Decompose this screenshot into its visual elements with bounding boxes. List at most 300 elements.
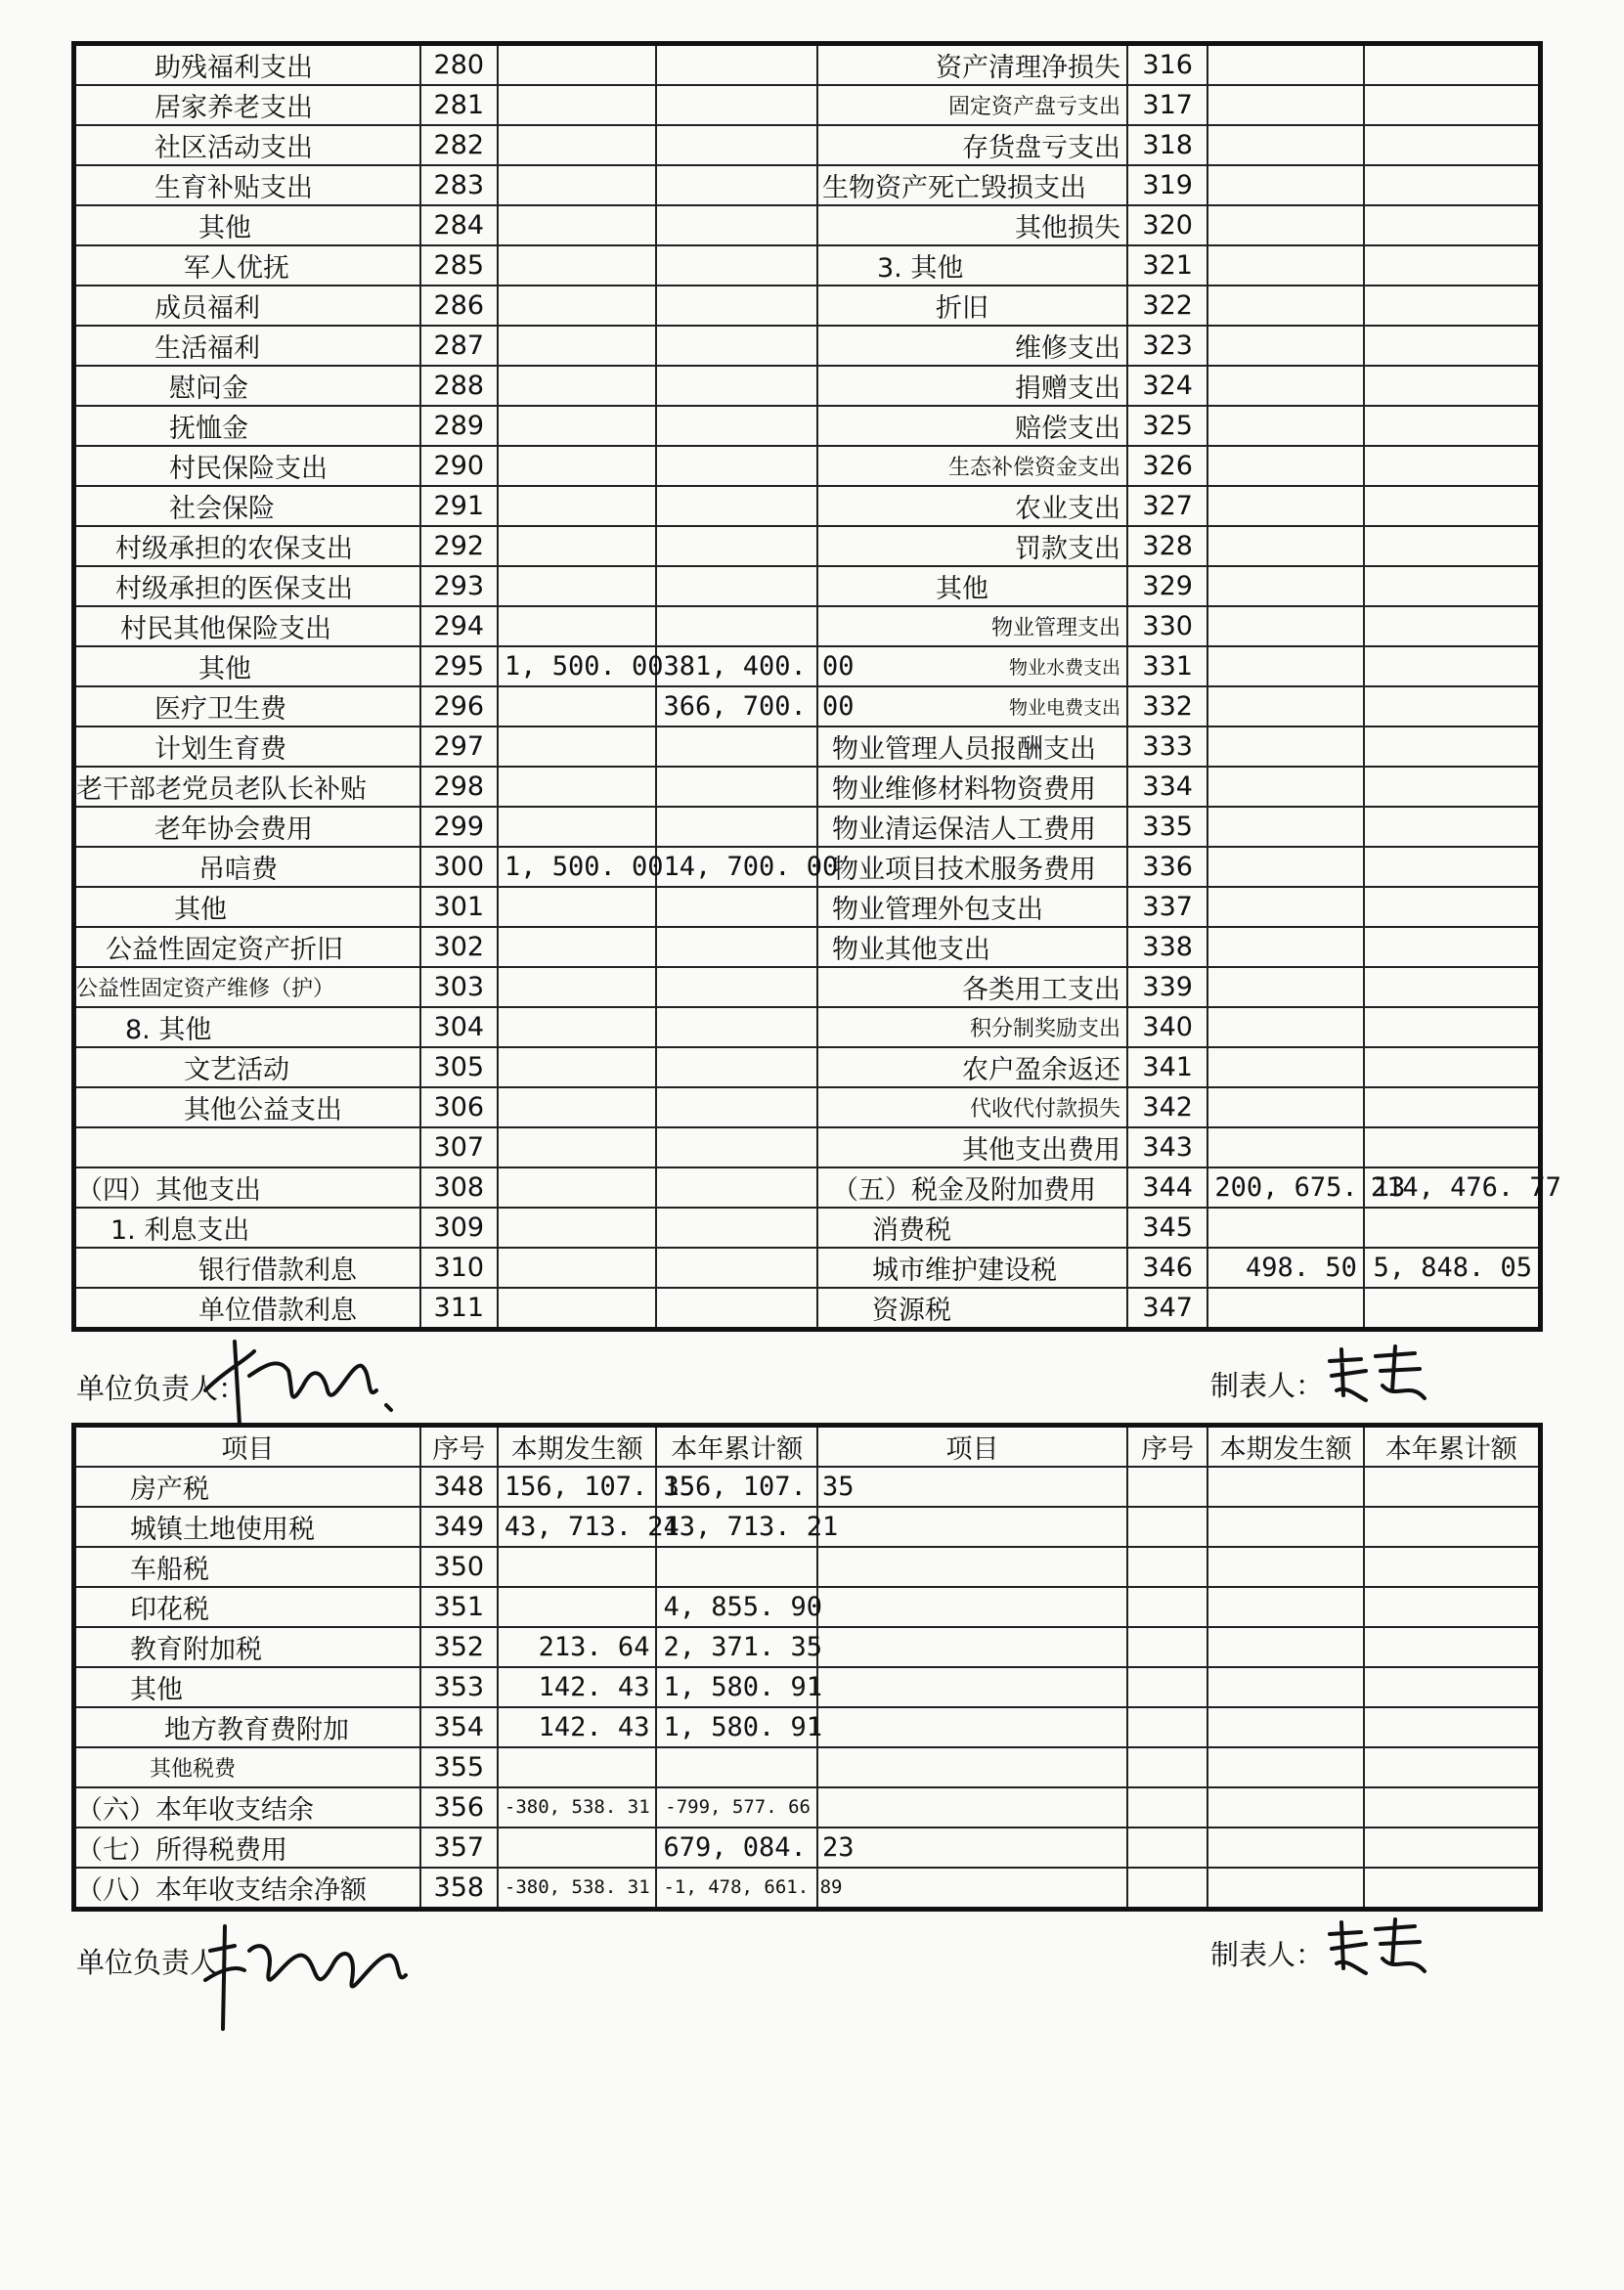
empty-cell: [1127, 1787, 1207, 1828]
left-no-cell: 303: [420, 967, 498, 1007]
left-current-cell: [498, 727, 657, 767]
table-row: [74, 1507, 1541, 1547]
right-current-cell: [1207, 1047, 1364, 1087]
left-item-cell: 老干部老党员老队长补贴: [74, 767, 420, 807]
tax-current-cell: -380, 538. 31: [498, 1787, 657, 1828]
right-no-cell: 318: [1127, 125, 1207, 165]
tax-ytd-cell: -799, 577. 66: [656, 1787, 817, 1828]
left-current-cell: [498, 887, 657, 927]
right-item-cell: 物业其他支出: [817, 927, 1127, 967]
table-row: [74, 1007, 1541, 1047]
left-no-cell: 309: [420, 1208, 498, 1248]
right-ytd-cell: [1364, 1288, 1541, 1330]
tax-current-cell: 142. 43: [498, 1667, 657, 1707]
left-ytd-cell: [656, 967, 817, 1007]
right-current-cell: [1207, 1087, 1364, 1127]
left-item-cell: 助残福利支出: [74, 44, 420, 86]
right-ytd-cell: [1364, 1047, 1541, 1087]
left-no-cell: 311: [420, 1288, 498, 1330]
table-row: [74, 1707, 1541, 1747]
table-row: [74, 1547, 1541, 1587]
left-no-cell: 284: [420, 205, 498, 245]
left-ytd-cell: 14, 700. 00: [656, 847, 817, 887]
empty-cell: [1207, 1707, 1364, 1747]
right-current-cell: [1207, 85, 1364, 125]
left-current-cell: [498, 446, 657, 486]
empty-cell: [1207, 1747, 1364, 1787]
left-current-cell: [498, 1288, 657, 1330]
right-no-cell: 321: [1127, 245, 1207, 286]
left-item-cell: 银行借款利息: [74, 1248, 420, 1288]
preparer-signature-2: [1322, 1915, 1439, 1983]
right-ytd-cell: [1364, 967, 1541, 1007]
right-item-cell: 城市维护建设税: [817, 1248, 1127, 1288]
empty-cell: [1127, 1507, 1207, 1547]
left-item-cell: 医疗卫生费: [74, 686, 420, 727]
tax-current-cell: 142. 43: [498, 1707, 657, 1747]
left-ytd-cell: [656, 44, 817, 86]
left-item-cell: 社区活动支出: [74, 125, 420, 165]
left-current-cell: [498, 245, 657, 286]
left-ytd-cell: [656, 85, 817, 125]
empty-cell: [1127, 1707, 1207, 1747]
tax-no-cell: 349: [420, 1507, 498, 1547]
preparer-label-2: 制表人：: [1210, 1938, 1325, 1971]
right-current-cell: [1207, 286, 1364, 326]
right-current-cell: 200, 675. 13: [1207, 1167, 1364, 1208]
empty-cell: [1364, 1587, 1541, 1627]
table-row: [74, 366, 1541, 406]
tax-no-cell: 355: [420, 1747, 498, 1787]
right-no-cell: 344: [1127, 1167, 1207, 1208]
empty-cell: [1364, 1507, 1541, 1547]
left-current-cell: [498, 1167, 657, 1208]
tax-current-cell: 213. 64: [498, 1627, 657, 1667]
unit-head-label: 单位负责人：: [76, 1372, 247, 1405]
tax-item-cell: （七）所得税费用: [74, 1828, 420, 1868]
right-item-cell: 存货盘亏支出: [817, 125, 1127, 165]
left-current-cell: [498, 566, 657, 606]
right-current-cell: [1207, 245, 1364, 286]
left-item-cell: 其他: [74, 646, 420, 686]
left-item-cell: 其他: [74, 887, 420, 927]
right-item-cell: 物业电费支出: [817, 686, 1127, 727]
right-item-cell: 农户盈余返还: [817, 1047, 1127, 1087]
right-item-cell: 积分制奖励支出: [817, 1007, 1127, 1047]
left-current-cell: [498, 767, 657, 807]
right-no-cell: 337: [1127, 887, 1207, 927]
right-current-cell: [1207, 927, 1364, 967]
table-row: [74, 1047, 1541, 1087]
empty-cell: [1127, 1627, 1207, 1667]
right-ytd-cell: [1364, 125, 1541, 165]
right-no-cell: 336: [1127, 847, 1207, 887]
left-no-cell: 298: [420, 767, 498, 807]
left-no-cell: 306: [420, 1087, 498, 1127]
right-no-cell: 334: [1127, 767, 1207, 807]
left-item-cell: 居家养老支出: [74, 85, 420, 125]
right-item-cell: 物业项目技术服务费用: [817, 847, 1127, 887]
right-item-cell: 生态补偿资金支出: [817, 446, 1127, 486]
left-ytd-cell: [656, 1167, 817, 1208]
left-item-cell: 村级承担的农保支出: [74, 526, 420, 566]
left-item-cell: 村民保险支出: [74, 446, 420, 486]
right-current-cell: [1207, 366, 1364, 406]
right-current-cell: [1207, 646, 1364, 686]
right-item-cell: 捐赠支出: [817, 366, 1127, 406]
right-ytd-cell: [1364, 847, 1541, 887]
right-current-cell: [1207, 566, 1364, 606]
table-row: [74, 1467, 1541, 1507]
empty-cell: [817, 1868, 1127, 1910]
left-ytd-cell: [656, 1087, 817, 1127]
right-current-cell: [1207, 606, 1364, 646]
tax-current-cell: 156, 107. 35: [498, 1467, 657, 1507]
empty-cell: [1364, 1627, 1541, 1667]
left-no-cell: 307: [420, 1127, 498, 1167]
empty-cell: [1127, 1667, 1207, 1707]
right-ytd-cell: [1364, 366, 1541, 406]
right-item-cell: 各类用工支出: [817, 967, 1127, 1007]
tax-no-cell: 357: [420, 1828, 498, 1868]
right-ytd-cell: [1364, 1208, 1541, 1248]
left-current-cell: [498, 326, 657, 366]
right-ytd-cell: [1364, 245, 1541, 286]
preparer-label: 制表人：: [1210, 1369, 1325, 1402]
right-item-cell: 物业管理人员报酬支出: [817, 727, 1127, 767]
table-row: [74, 286, 1541, 326]
right-no-cell: 333: [1127, 727, 1207, 767]
left-item-cell: 成员福利: [74, 286, 420, 326]
empty-cell: [1207, 1667, 1364, 1707]
table-row: [74, 1667, 1541, 1707]
left-no-cell: 293: [420, 566, 498, 606]
left-ytd-cell: [656, 486, 817, 526]
left-no-cell: 310: [420, 1248, 498, 1288]
tax-ytd-cell: 156, 107. 35: [656, 1467, 817, 1507]
left-ytd-cell: [656, 767, 817, 807]
right-ytd-cell: [1364, 566, 1541, 606]
empty-cell: [817, 1547, 1127, 1587]
left-ytd-cell: 366, 700. 00: [656, 686, 817, 727]
right-current-cell: [1207, 1208, 1364, 1248]
right-item-cell: 物业水费支出: [817, 646, 1127, 686]
left-current-cell: [498, 1208, 657, 1248]
left-current-cell: [498, 125, 657, 165]
right-ytd-cell: [1364, 1007, 1541, 1047]
right-ytd-cell: [1364, 646, 1541, 686]
table-row: [74, 85, 1541, 125]
table-row: [74, 326, 1541, 366]
left-item-cell: 其他公益支出: [74, 1087, 420, 1127]
tax-item-cell: 教育附加税: [74, 1627, 420, 1667]
left-no-cell: 290: [420, 446, 498, 486]
table-row: [74, 967, 1541, 1007]
empty-cell: [1364, 1787, 1541, 1828]
table-row: [74, 1208, 1541, 1248]
table-row: [74, 1787, 1541, 1828]
right-no-cell: 316: [1127, 44, 1207, 86]
table-row: [74, 1627, 1541, 1667]
left-current-cell: [498, 205, 657, 245]
left-item-cell: 生活福利: [74, 326, 420, 366]
header-ytd: 本年累计额: [656, 1426, 817, 1468]
left-no-cell: 308: [420, 1167, 498, 1208]
left-ytd-cell: [656, 1288, 817, 1330]
empty-cell: [1207, 1828, 1364, 1868]
left-item-cell: 1. 利息支出: [74, 1208, 420, 1248]
tax-ytd-cell: [656, 1747, 817, 1787]
right-no-cell: 324: [1127, 366, 1207, 406]
right-ytd-cell: [1364, 326, 1541, 366]
left-no-cell: 283: [420, 165, 498, 205]
left-current-cell: [498, 1087, 657, 1127]
right-ytd-cell: [1364, 807, 1541, 847]
table-row: [74, 606, 1541, 646]
right-no-cell: 325: [1127, 406, 1207, 446]
table-row: [74, 807, 1541, 847]
unit-head-label-2: 单位负责人：: [76, 1946, 247, 1979]
table-row: [74, 165, 1541, 205]
left-item-cell: （四）其他支出: [74, 1167, 420, 1208]
empty-cell: [817, 1787, 1127, 1828]
empty-cell: [817, 1747, 1127, 1787]
left-ytd-cell: [656, 727, 817, 767]
left-no-cell: 280: [420, 44, 498, 86]
right-item-cell: 代收代付款损失: [817, 1087, 1127, 1127]
right-no-cell: 326: [1127, 446, 1207, 486]
table-row: [74, 1747, 1541, 1787]
left-no-cell: 296: [420, 686, 498, 727]
preparer-signature: [1322, 1342, 1439, 1410]
left-item-cell: 慰问金: [74, 366, 420, 406]
empty-cell: [1207, 1587, 1364, 1627]
tax-ytd-cell: 43, 713. 21: [656, 1507, 817, 1547]
left-no-cell: 292: [420, 526, 498, 566]
right-ytd-cell: [1364, 165, 1541, 205]
tax-ytd-cell: 1, 580. 91: [656, 1707, 817, 1747]
right-ytd-cell: [1364, 767, 1541, 807]
left-no-cell: 299: [420, 807, 498, 847]
right-item-cell: 物业管理支出: [817, 606, 1127, 646]
table-row: [74, 646, 1541, 686]
tax-current-cell: 43, 713. 21: [498, 1507, 657, 1547]
table-row: [74, 486, 1541, 526]
right-item-cell: 罚款支出: [817, 526, 1127, 566]
empty-cell: [1127, 1467, 1207, 1507]
right-item-cell: 物业清运保洁人工费用: [817, 807, 1127, 847]
right-no-cell: 332: [1127, 686, 1207, 727]
empty-cell: [1364, 1868, 1541, 1910]
tax-no-cell: 350: [420, 1547, 498, 1587]
left-no-cell: 295: [420, 646, 498, 686]
left-current-cell: [498, 85, 657, 125]
empty-cell: [1207, 1787, 1364, 1828]
empty-cell: [1127, 1547, 1207, 1587]
empty-cell: [1364, 1667, 1541, 1707]
left-item-cell: 计划生育费: [74, 727, 420, 767]
table-row: [74, 686, 1541, 727]
right-current-cell: [1207, 125, 1364, 165]
empty-cell: [817, 1828, 1127, 1868]
right-no-cell: 335: [1127, 807, 1207, 847]
tax-ytd-cell: [656, 1547, 817, 1587]
left-ytd-cell: [656, 887, 817, 927]
left-current-cell: 1, 500. 00: [498, 646, 657, 686]
table-row: [74, 927, 1541, 967]
right-current-cell: [1207, 847, 1364, 887]
left-no-cell: 305: [420, 1047, 498, 1087]
right-no-cell: 323: [1127, 326, 1207, 366]
empty-cell: [1364, 1828, 1541, 1868]
empty-cell: [1207, 1868, 1364, 1910]
right-item-cell: （五）税金及附加费用: [817, 1167, 1127, 1208]
tax-current-cell: [498, 1587, 657, 1627]
right-no-cell: 338: [1127, 927, 1207, 967]
tax-item-cell: 城镇土地使用税: [74, 1507, 420, 1547]
right-no-cell: 346: [1127, 1248, 1207, 1288]
empty-cell: [1364, 1747, 1541, 1787]
right-no-cell: 327: [1127, 486, 1207, 526]
right-ytd-cell: [1364, 1087, 1541, 1127]
right-current-cell: [1207, 967, 1364, 1007]
tax-ytd-cell: 2, 371. 35: [656, 1627, 817, 1667]
right-current-cell: [1207, 165, 1364, 205]
right-item-cell: 物业管理外包支出: [817, 887, 1127, 927]
right-current-cell: [1207, 44, 1364, 86]
right-ytd-cell: [1364, 727, 1541, 767]
left-current-cell: [498, 967, 657, 1007]
tax-item-cell: 车船税: [74, 1547, 420, 1587]
left-item-cell: 公益性固定资产维修（护）: [74, 967, 420, 1007]
right-no-cell: 330: [1127, 606, 1207, 646]
right-current-cell: [1207, 807, 1364, 847]
table-row: [74, 887, 1541, 927]
right-no-cell: 320: [1127, 205, 1207, 245]
right-item-cell: 维修支出: [817, 326, 1127, 366]
tax-summary-table: [71, 1423, 1543, 1912]
left-no-cell: 281: [420, 85, 498, 125]
left-ytd-cell: [656, 1208, 817, 1248]
tax-ytd-cell: -1, 478, 661. 89: [656, 1868, 817, 1910]
right-ytd-cell: 214, 476. 77: [1364, 1167, 1541, 1208]
right-item-cell: 生物资产死亡毁损支出: [817, 165, 1127, 205]
right-ytd-cell: [1364, 406, 1541, 446]
right-item-cell: 其他: [817, 566, 1127, 606]
left-ytd-cell: [656, 807, 817, 847]
header-current: 本期发生额: [498, 1426, 657, 1468]
left-no-cell: 300: [420, 847, 498, 887]
tax-no-cell: 351: [420, 1587, 498, 1627]
header-current-right: 本期发生额: [1207, 1426, 1364, 1468]
right-item-cell: 资产清理净损失: [817, 44, 1127, 86]
left-item-cell: 抚恤金: [74, 406, 420, 446]
left-no-cell: 288: [420, 366, 498, 406]
tax-item-cell: 地方教育费附加: [74, 1707, 420, 1747]
empty-cell: [1127, 1828, 1207, 1868]
header-item-right: 项目: [817, 1426, 1127, 1468]
right-current-cell: [1207, 1288, 1364, 1330]
left-current-cell: [498, 1007, 657, 1047]
right-ytd-cell: [1364, 286, 1541, 326]
empty-cell: [817, 1467, 1127, 1507]
tax-item-cell: （六）本年收支结余: [74, 1787, 420, 1828]
left-no-cell: 291: [420, 486, 498, 526]
left-ytd-cell: [656, 1047, 817, 1087]
header-no: 序号: [420, 1426, 498, 1468]
right-current-cell: [1207, 887, 1364, 927]
right-ytd-cell: [1364, 486, 1541, 526]
empty-cell: [817, 1507, 1127, 1547]
left-current-cell: [498, 366, 657, 406]
right-no-cell: 319: [1127, 165, 1207, 205]
unit-head-signature: [196, 1332, 411, 1430]
table-row: [74, 406, 1541, 446]
table-row: [74, 125, 1541, 165]
left-item-cell: 8. 其他: [74, 1007, 420, 1047]
empty-cell: [1364, 1547, 1541, 1587]
left-current-cell: [498, 526, 657, 566]
right-no-cell: 322: [1127, 286, 1207, 326]
left-no-cell: 286: [420, 286, 498, 326]
table-row: [74, 245, 1541, 286]
empty-cell: [1207, 1507, 1364, 1547]
left-item-cell: 文艺活动: [74, 1047, 420, 1087]
left-ytd-cell: [656, 606, 817, 646]
left-no-cell: 301: [420, 887, 498, 927]
left-ytd-cell: [656, 125, 817, 165]
left-current-cell: [498, 1127, 657, 1167]
empty-cell: [1207, 1467, 1364, 1507]
left-current-cell: [498, 807, 657, 847]
table-row: [74, 1868, 1541, 1910]
right-no-cell: 328: [1127, 526, 1207, 566]
right-ytd-cell: [1364, 85, 1541, 125]
right-current-cell: [1207, 205, 1364, 245]
left-current-cell: [498, 1248, 657, 1288]
empty-cell: [1364, 1467, 1541, 1507]
right-ytd-cell: [1364, 686, 1541, 727]
right-item-cell: 其他支出费用: [817, 1127, 1127, 1167]
right-no-cell: 331: [1127, 646, 1207, 686]
header-item: 项目: [74, 1426, 420, 1468]
empty-cell: [1207, 1547, 1364, 1587]
left-item-cell: 社会保险: [74, 486, 420, 526]
right-no-cell: 345: [1127, 1208, 1207, 1248]
right-item-cell: 固定资产盘亏支出: [817, 85, 1127, 125]
empty-cell: [1127, 1868, 1207, 1910]
table-row: [74, 847, 1541, 887]
left-ytd-cell: [656, 366, 817, 406]
right-current-cell: [1207, 727, 1364, 767]
left-no-cell: 289: [420, 406, 498, 446]
left-ytd-cell: 381, 400. 00: [656, 646, 817, 686]
left-no-cell: 282: [420, 125, 498, 165]
empty-cell: [817, 1587, 1127, 1627]
left-item-cell: [74, 1127, 420, 1167]
empty-cell: [817, 1707, 1127, 1747]
right-ytd-cell: [1364, 606, 1541, 646]
left-ytd-cell: [656, 566, 817, 606]
tax-no-cell: 358: [420, 1868, 498, 1910]
tax-item-cell: （八）本年收支结余净额: [74, 1868, 420, 1910]
right-ytd-cell: [1364, 1127, 1541, 1167]
table-header-row: [74, 1426, 1541, 1468]
header-no-right: 序号: [1127, 1426, 1207, 1468]
left-current-cell: [498, 686, 657, 727]
left-item-cell: 生育补贴支出: [74, 165, 420, 205]
right-no-cell: 317: [1127, 85, 1207, 125]
